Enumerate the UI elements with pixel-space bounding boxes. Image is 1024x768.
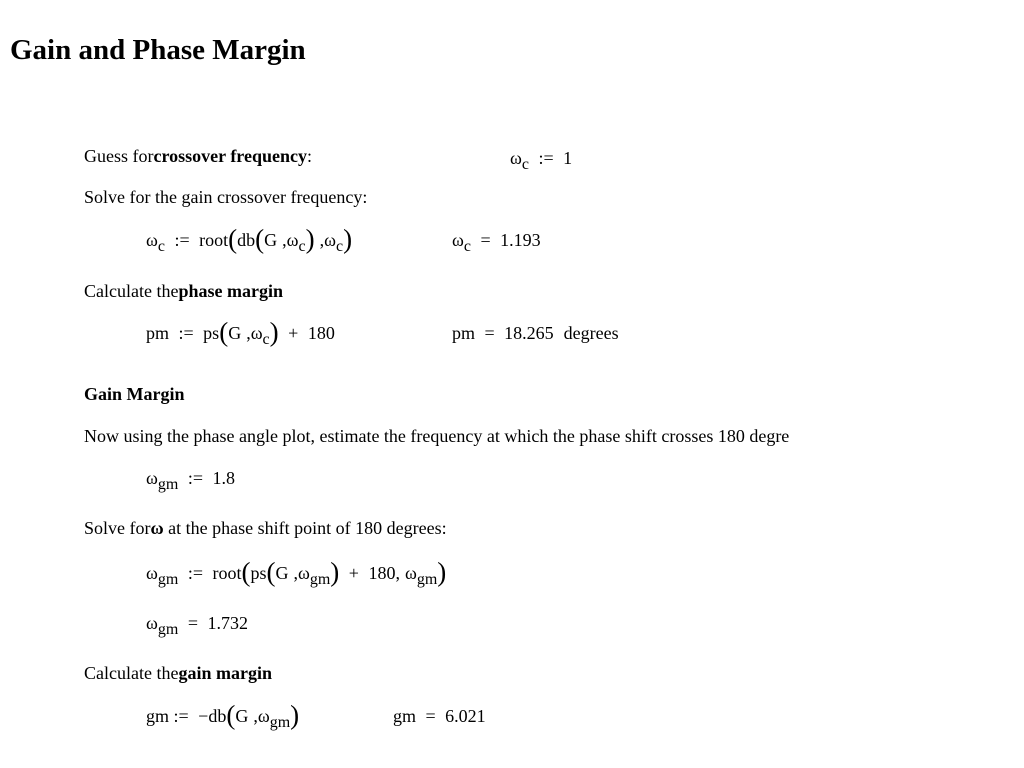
gain-margin-heading: Gain Margin — [84, 384, 185, 404]
subscript-c: c — [463, 238, 471, 255]
solve-for-suffix: at the phase shift point of 180 degrees: — [163, 518, 447, 538]
omega-symbol: ω — [510, 148, 522, 168]
comma: , — [253, 706, 258, 726]
gm-variable: gm — [393, 706, 417, 726]
equals-operator: = — [484, 323, 495, 343]
pm-result-expr[interactable] — [452, 321, 619, 345]
assign-operator: := — [538, 148, 554, 168]
comma: , — [246, 323, 251, 343]
comma: , — [395, 563, 400, 583]
left-paren: ( — [226, 700, 236, 730]
omega-c-result-value: 1.193 — [500, 230, 541, 250]
omega-c-guess-value: 1 — [563, 148, 573, 168]
omega-symbol: ω — [146, 563, 158, 583]
calc-gain-bold: gain margin — [178, 663, 272, 683]
gm-result-expr[interactable] — [393, 704, 486, 728]
calc-phase-prefix: Calculate the — [84, 281, 179, 301]
subscript-c: c — [262, 331, 270, 348]
omega-symbol: ω — [404, 563, 417, 583]
assign-operator: := — [187, 563, 203, 583]
omega-symbol: ω — [146, 613, 158, 633]
solve-for-prefix: Solve for — [84, 518, 151, 538]
left-paren: ( — [219, 317, 229, 347]
assign-operator: := — [178, 323, 194, 343]
assign-operator: := — [173, 706, 189, 726]
omega-symbol: ω — [324, 230, 336, 250]
left-paren: ( — [255, 224, 265, 254]
left-paren: ( — [241, 557, 251, 587]
gm-offset-value: 180 — [368, 563, 396, 583]
equals-operator: = — [187, 613, 198, 633]
subscript-gm: gm — [309, 571, 331, 588]
subscript-c: c — [298, 238, 306, 255]
omega-symbol: ω — [286, 230, 299, 250]
ps-function: ps — [250, 563, 267, 583]
omega-symbol: ω — [257, 706, 270, 726]
left-paren: ( — [266, 557, 276, 587]
calc-phase-bold: phase margin — [178, 281, 283, 301]
assign-operator: := — [174, 230, 190, 250]
calc-phase-label — [84, 279, 283, 303]
neg-db-function: −db — [198, 706, 227, 726]
g-variable: G — [235, 706, 249, 726]
omega-gm-result-value: 1.732 — [207, 613, 248, 633]
calc-gain-prefix: Calculate the — [84, 663, 179, 683]
solve-gain-label: Solve for the gain crossover frequency: — [84, 187, 368, 207]
subscript-c: c — [335, 238, 344, 255]
ps-function: ps — [203, 323, 220, 343]
assign-operator: := — [187, 468, 203, 488]
comma: , — [282, 230, 287, 250]
comma: , — [319, 230, 325, 250]
right-paren: ) — [269, 317, 279, 347]
pm-definition-expr[interactable] — [146, 317, 335, 348]
guess-crossover-label — [84, 144, 312, 168]
subscript-gm: gm — [157, 476, 179, 493]
gm-result-value: 6.021 — [445, 706, 486, 726]
right-paren: ) — [437, 557, 447, 587]
db-function: db — [237, 230, 256, 250]
root-function: root — [212, 563, 242, 583]
calc-gain-label — [84, 661, 272, 685]
comma: , — [293, 563, 298, 583]
g-variable: G — [228, 323, 242, 343]
omega-c-result-expr[interactable] — [452, 228, 541, 254]
subscript-c: c — [521, 156, 529, 173]
omega-symbol: ω — [297, 563, 310, 583]
g-variable: G — [264, 230, 278, 250]
omega-symbol: ω — [452, 230, 464, 250]
pm-variable: pm — [452, 323, 476, 343]
page-title: Gain and Phase Margin — [10, 34, 306, 66]
degrees-unit: degrees — [563, 323, 619, 343]
guess-suffix: : — [306, 146, 312, 166]
pm-variable: pm — [146, 323, 170, 343]
omega-c-guess-expr[interactable] — [510, 146, 572, 172]
plus-operator: + — [288, 323, 299, 343]
right-paren: ) — [330, 557, 340, 587]
pm-offset-value: 180 — [307, 323, 335, 343]
guess-prefix: Guess for — [84, 146, 154, 166]
right-paren: ) — [305, 224, 315, 254]
right-paren: ) — [343, 224, 353, 254]
subscript-c: c — [157, 238, 165, 255]
pm-result-value: 18.265 — [504, 323, 554, 343]
root-function: root — [199, 230, 229, 250]
equals-operator: = — [425, 706, 436, 726]
gm-variable: gm — [146, 706, 170, 726]
subscript-gm: gm — [157, 621, 179, 638]
phase-plot-instruction: Now using the phase angle plot, estimate the frequency at which the phase shift crosses 180 degre — [84, 426, 790, 446]
right-paren: ) — [290, 700, 300, 730]
omega-gm-guess-expr[interactable] — [146, 466, 235, 492]
omega-symbol: ω — [150, 518, 164, 538]
subscript-gm: gm — [416, 571, 438, 588]
omega-symbol: ω — [250, 323, 263, 343]
g-variable: G — [275, 563, 289, 583]
equals-operator: = — [480, 230, 491, 250]
omega-symbol: ω — [146, 468, 158, 488]
omega-gm-guess-value: 1.8 — [212, 468, 235, 488]
omega-gm-result-expr[interactable] — [146, 611, 248, 637]
plus-operator: + — [348, 563, 359, 583]
omega-symbol: ω — [146, 230, 158, 250]
guess-bold: crossover frequency — [153, 146, 307, 166]
gm-definition-expr[interactable] — [146, 700, 300, 731]
omega-c-root-expr[interactable] — [146, 224, 353, 255]
subscript-gm: gm — [269, 714, 291, 731]
omega-gm-root-expr[interactable] — [146, 557, 447, 588]
subscript-gm: gm — [157, 571, 179, 588]
solve-omega-label — [84, 516, 447, 540]
left-paren: ( — [228, 224, 238, 254]
